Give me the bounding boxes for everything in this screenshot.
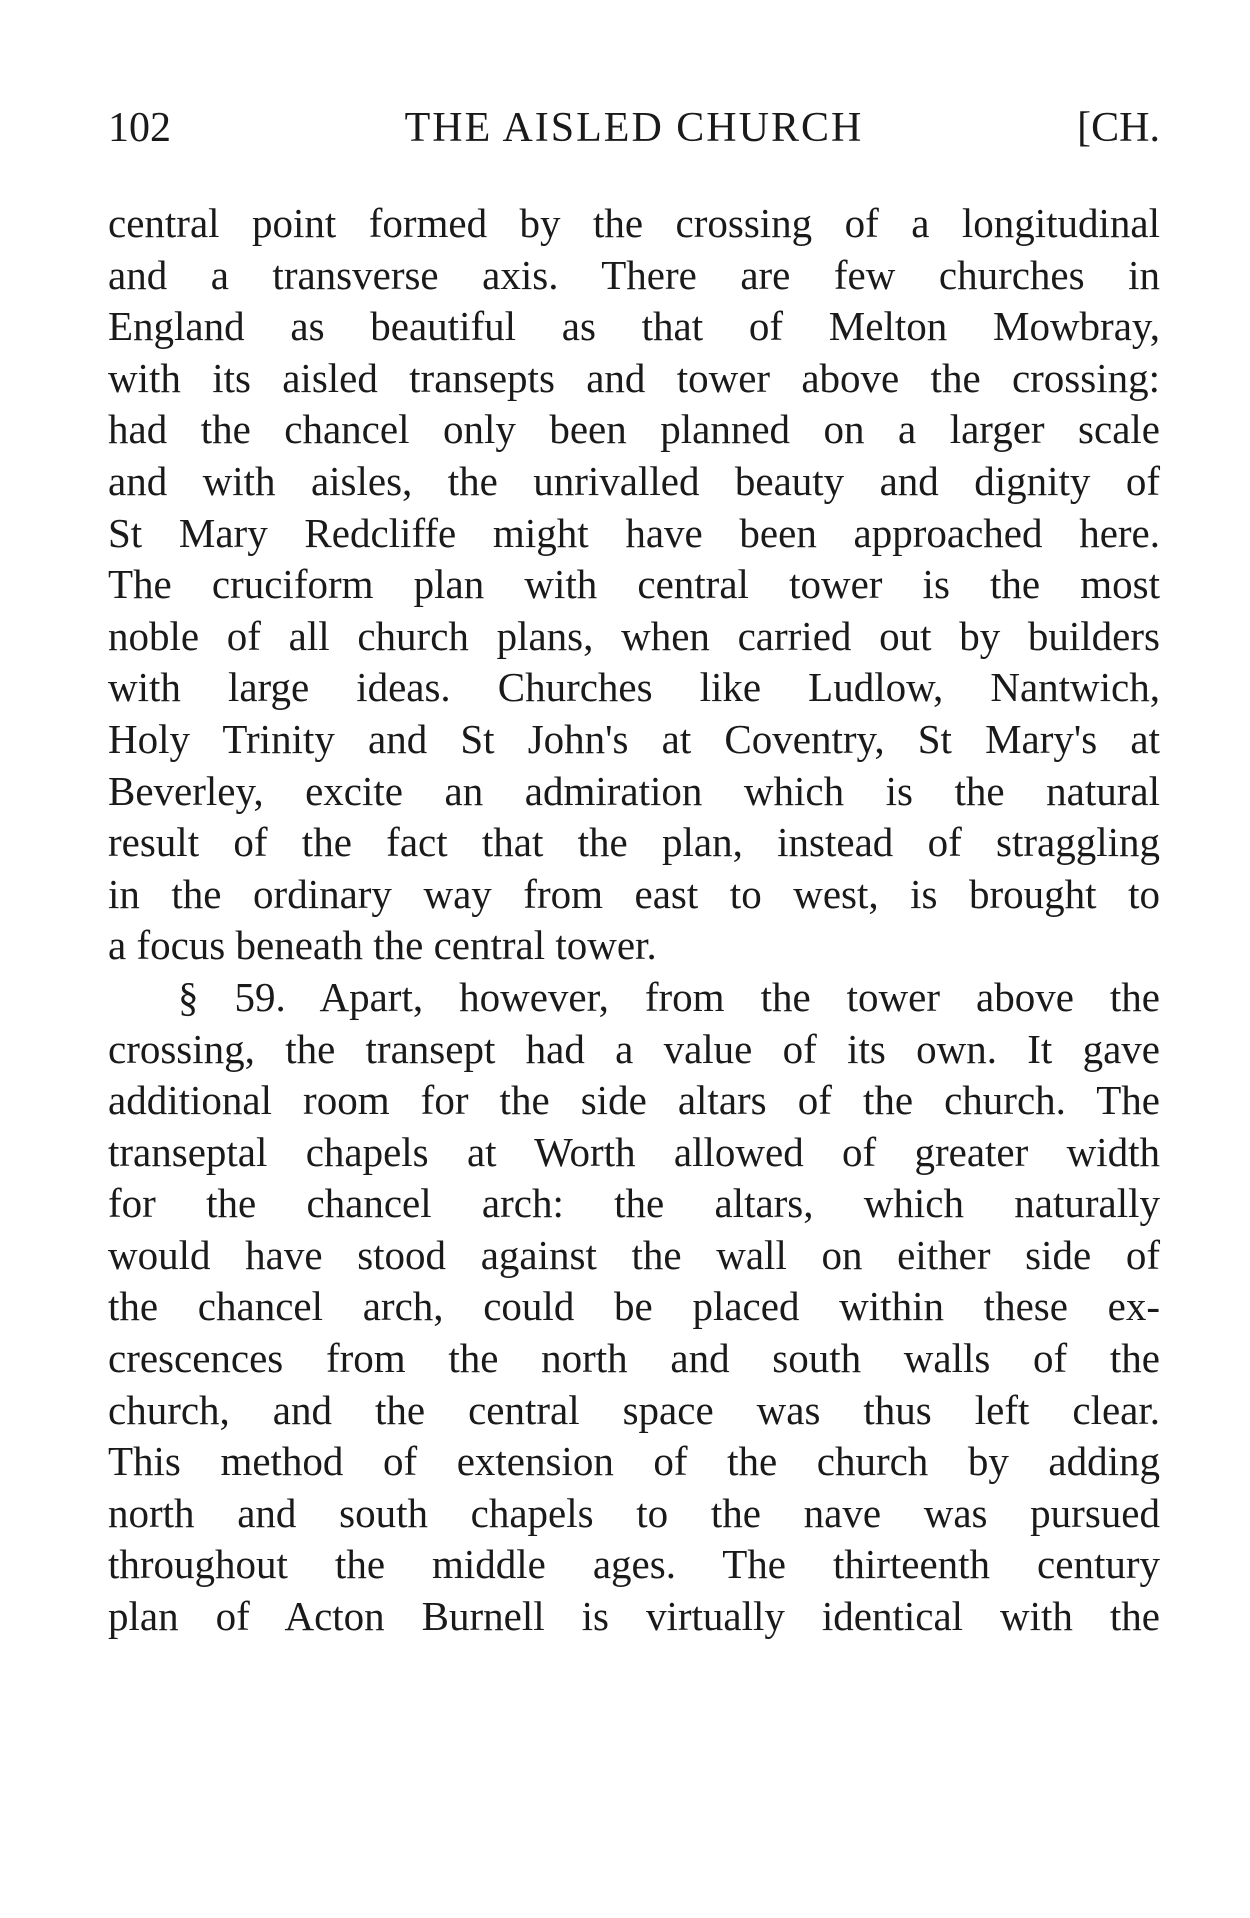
running-header: [108, 104, 1160, 154]
text-line: the chancel arch, could be placed within these ex-: [108, 1283, 1160, 1330]
text-line: for the chancel arch: the altars, which naturally: [108, 1180, 1160, 1227]
text-line: England as beautiful as that of Melton Mowbray,: [108, 303, 1160, 350]
text-line: and a transverse axis. There are few churches in: [108, 251, 1160, 298]
text-line: This method of extension of the church by adding: [108, 1438, 1160, 1485]
text-line: central point formed by the crossing of a longitudinal: [108, 200, 1160, 246]
text-line: would have stood against the wall on either side of: [108, 1231, 1160, 1278]
text-line: Beverley, excite an admiration which is the natural: [108, 767, 1160, 814]
text-line: north and south chapels to the nave was pursued: [108, 1489, 1160, 1536]
text-line: The cruciform plan with central tower is the most: [108, 561, 1160, 608]
text-line: crescences from the north and south walls of the: [108, 1335, 1160, 1382]
text-line: in the ordinary way from east to west, is brought to: [108, 870, 1160, 917]
text-line: result of the fact that the plan, instead of straggling: [108, 819, 1160, 866]
page-number: 102: [108, 105, 171, 151]
section-start-line: § 59. Apart, however, from the tower above the: [178, 973, 1160, 1020]
text-line: crossing, the transept had a value of its own. It gave: [108, 1025, 1160, 1072]
text-line: additional room for the side altars of the church. The: [108, 1077, 1160, 1124]
text-line: church, and the central space was thus left clear.: [108, 1386, 1160, 1433]
text-line: throughout the middle ages. The thirteenth century: [108, 1541, 1160, 1588]
text-line: plan of Acton Burnell is virtually identical with the: [108, 1593, 1160, 1640]
text-line: St Mary Redcliffe might have been approached here.: [108, 509, 1160, 556]
text-line: and with aisles, the unrivalled beauty and dignity of: [108, 457, 1160, 504]
running-title: THE AISLED CHURCH: [404, 105, 864, 151]
text-line: transeptal chapels at Worth allowed of greater width: [108, 1128, 1160, 1175]
chapter-mark: [CH.: [1077, 105, 1160, 151]
text-line: a focus beneath the central tower.: [108, 922, 657, 969]
text-line: with large ideas. Churches like Ludlow, Nantwich,: [108, 664, 1160, 711]
text-line: had the chancel only been planned on a larger scale: [108, 406, 1160, 453]
text-line: Holy Trinity and St John's at Coventry, St Mary's at: [108, 715, 1160, 762]
body-text: [108, 198, 1160, 1643]
text-line: with its aisled transepts and tower above the crossing:: [108, 354, 1160, 401]
text-line: noble of all church plans, when carried out by builders: [108, 612, 1160, 659]
